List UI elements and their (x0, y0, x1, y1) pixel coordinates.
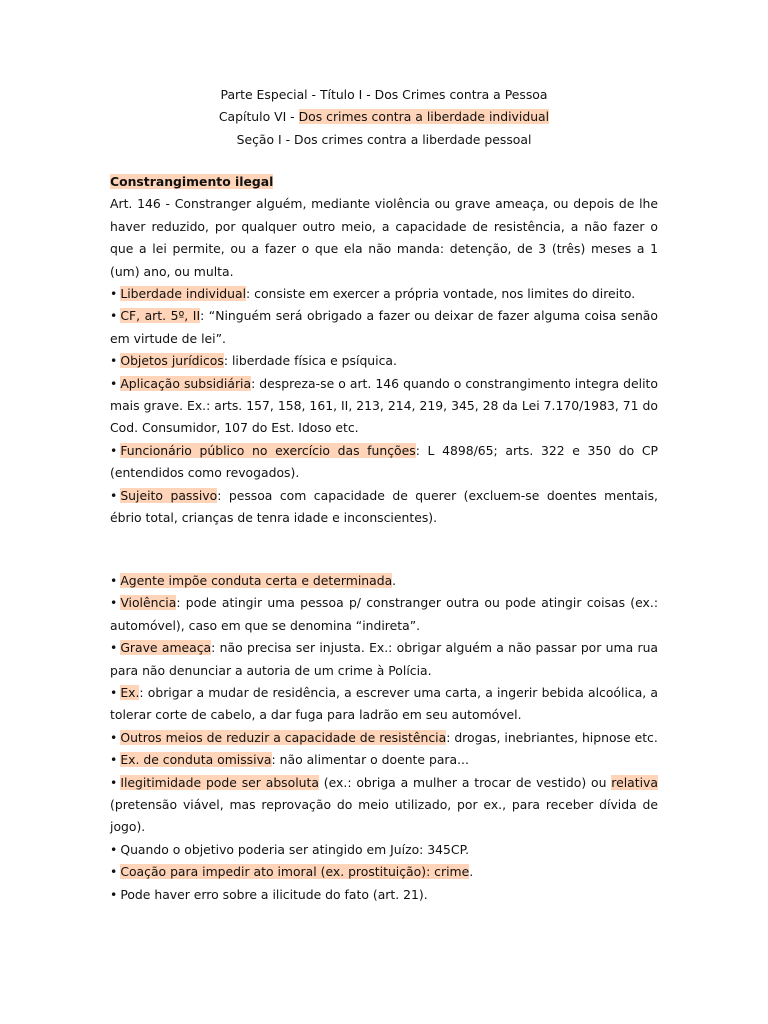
bullet-text: Quando o objetivo poderia ser atingido em Juízo: 345CP. (120, 841, 470, 857)
bullet-text: : despreza-se o art. 146 quando o constrangimento integra delito mais grave. Ex.: arts. 157, 158, 161, II, 213, 214, 219, 345, 28 da Lei 7.170/1983, 71 do Cod. Consumidor, 107 do Est. Idoso etc. (110, 375, 658, 436)
header-section-line: Seção I - Dos crimes contra a liberdade pessoal (236, 131, 532, 147)
bullet-item (110, 884, 658, 906)
bullet-text: Pode haver erro sobre a ilicitude do fato (art. 21). (120, 886, 428, 902)
bullet-item (110, 772, 658, 839)
bullet-item (110, 485, 658, 530)
bullet-text: : liberdade física e psíquica. (223, 353, 397, 369)
bullet-item (110, 570, 658, 592)
bullet-text: : pessoa com capacidade de querer (excluem-se doentes mentais, ébrio total, crianças de tenra idade e inconscientes). (110, 487, 658, 526)
bullet-term: Violência (120, 595, 177, 611)
bullet-icon: • (110, 595, 118, 611)
header-chapter-line (0, 106, 768, 128)
header-chapter-prefix: Capítulo VI - (218, 109, 299, 125)
bullet-item (110, 682, 658, 727)
bullet-icon: • (110, 752, 118, 768)
bullet-term: Ilegitimidade pode ser absoluta (120, 774, 319, 790)
bullet-text-secondary: (pretensão viável, mas reprovação do meio utilizado, por ex., para receber dívida de jogo). (110, 797, 658, 835)
section-heading-text: Constrangimento ilegal (110, 174, 274, 189)
bullet-text: : drogas, inebriantes, hipnose etc. (446, 729, 658, 745)
bullet-icon: • (110, 286, 118, 302)
bullet-icon: • (110, 487, 118, 503)
bullet-term: Ex. de conduta omissiva (120, 752, 272, 768)
header-title-line: Parte Especial - Título I - Dos Crimes contra a Pessoa (220, 87, 548, 102)
bullet-icon: • (110, 774, 118, 790)
bullet-item (110, 749, 658, 771)
bullet-term: Agente impõe conduta certa e determinada (120, 573, 393, 588)
bullet-term: Grave ameaça (120, 640, 212, 656)
bullet-icon: • (110, 442, 118, 458)
section-notes (110, 570, 658, 906)
bullet-item (110, 839, 658, 861)
bullet-term: Objetos jurídicos (120, 353, 224, 369)
bullet-icon: • (110, 573, 118, 588)
bullet-text: : pode atingir uma pessoa p/ constranger outra ou pode atingir coisas (ex.: automóvel), caso em que se denomina “indireta”. (110, 595, 658, 633)
bullet-text: . (469, 864, 474, 880)
bullet-icon: • (110, 353, 118, 369)
bullet-term: Funcionário público no exercício das funções (120, 442, 416, 458)
bullet-item (110, 861, 658, 883)
bullet-term: Ex. (120, 685, 140, 701)
bullet-term: Liberdade individual (120, 286, 247, 302)
article-text: Art. 146 - Constranger alguém, mediante violência ou grave ameaça, ou depois de lhe haver reduzido, por qualquer outro meio, a capacidade de resistência, a não fazer o que a lei permite, ou a fazer o que ela não manda: detenção, de 3 (três) meses a 1 (um) ano, ou multa. (110, 196, 658, 279)
bullet-item (110, 440, 658, 485)
bullet-item (110, 373, 658, 440)
bullet-term: CF, art. 5º, II (120, 308, 201, 324)
bullet-text: . (392, 573, 397, 588)
header-chapter-highlight: Dos crimes contra a liberdade individual (298, 109, 550, 125)
bullet-term: Outros meios de reduzir a capacidade de resistência (120, 729, 447, 745)
bullet-icon: • (110, 640, 118, 656)
document-header (0, 84, 768, 151)
bullet-term: Coação para impedir ato imoral (ex. prostituição): crime (120, 864, 470, 880)
section-heading (110, 171, 658, 193)
bullet-text: : não alimentar o doente para... (271, 752, 469, 768)
bullet-term: Sujeito passivo (120, 487, 218, 503)
bullet-icon: • (110, 886, 118, 902)
bullet-icon: • (110, 375, 118, 391)
bullet-text: : consiste em exercer a própria vontade, nos limites do direito. (246, 286, 636, 302)
bullet-icon: • (110, 841, 118, 857)
section-constrangimento-ilegal (110, 171, 658, 530)
bullet-text: : obrigar a mudar de residência, a escrever uma carta, a ingerir bebida alcoólica, a tolerar corte de cabelo, a dar fuga para ladrão em seu automóvel. (110, 685, 658, 723)
bullet-item (110, 283, 658, 305)
bullet-text: : L 4898/65; arts. 322 e 350 do CP (entendidos como revogados). (110, 442, 659, 481)
bullet-text: : não precisa ser injusta. Ex.: obrigar alguém a não passar por uma rua para não denunciar a autoria de um crime à Polícia. (110, 640, 659, 678)
bullet-text: (ex.: obriga a mulher a trocar de vestido) ou (318, 774, 612, 790)
bullet-icon: • (110, 308, 118, 324)
bullet-item (110, 727, 658, 749)
bullet-icon: • (110, 864, 118, 880)
bullet-item (110, 637, 658, 682)
bullet-text: : “Ninguém será obrigado a fazer ou deixar de fazer alguma coisa senão em virtude de lei”. (110, 308, 658, 346)
bullet-icon: • (110, 729, 118, 745)
bullet-icon: • (110, 685, 118, 701)
bullet-term: Aplicação subsidiária (120, 375, 252, 391)
bullet-item (110, 350, 658, 372)
bullet-item (110, 305, 658, 350)
bullet-term-secondary: relativa (611, 774, 658, 790)
bullet-item (110, 592, 658, 637)
